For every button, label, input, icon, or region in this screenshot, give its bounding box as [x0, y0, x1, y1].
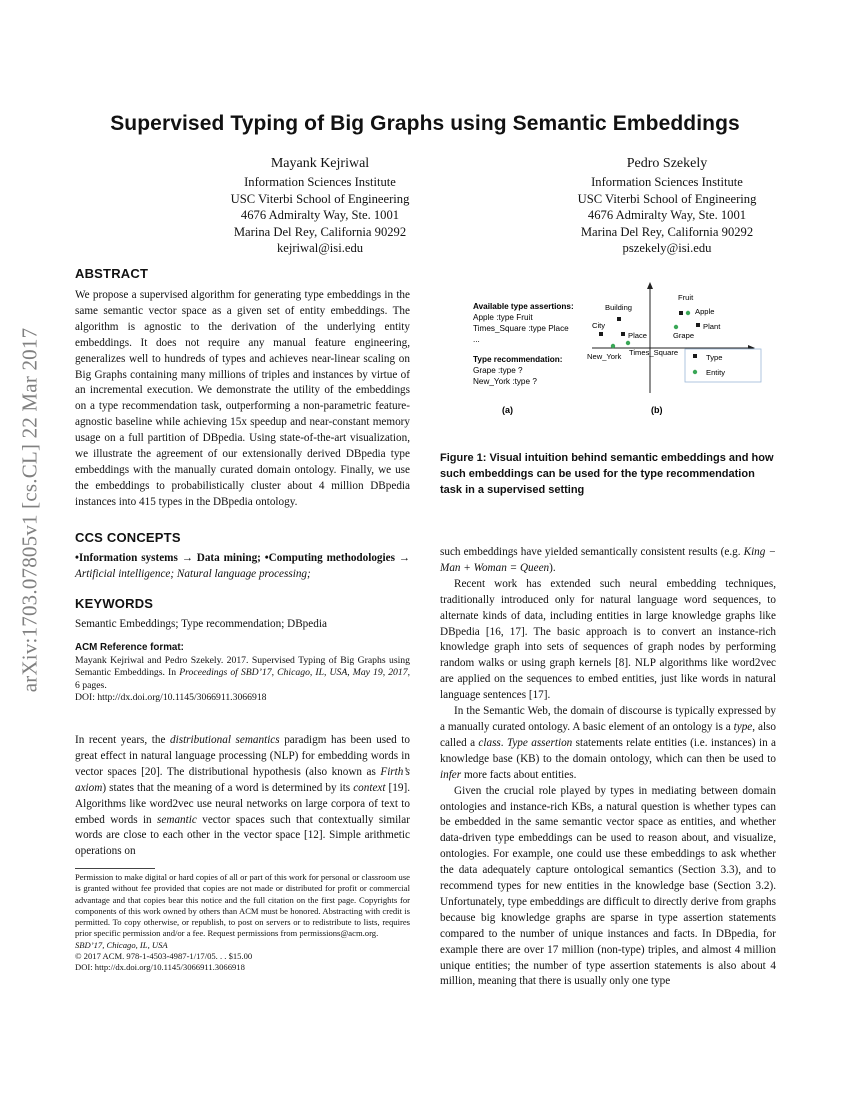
paper-title: Supervised Typing of Big Graphs using Semantic Embeddings [110, 112, 740, 135]
body-text: ). [549, 561, 556, 574]
intro-text: paradigm has been used to great effect in natural language processing (NLP) for embedding words in vector spaces [20]. The distributional hypothesis (also known as [75, 734, 410, 778]
acm-reference-text: Mayank Kejriwal and Pedro Szekely. 2017. Supervised Typing of Big Graphs using Semantic Embeddings. In [75, 654, 410, 678]
entity-point-new-york [611, 344, 615, 348]
ccs-body [75, 551, 410, 583]
author-email[interactable]: kejriwal@isi.edu [276, 241, 364, 256]
point-label: Plant [703, 322, 721, 331]
legend-entity-label: Entity [706, 368, 725, 377]
body-text: , also called a [440, 720, 776, 749]
figure-1-caption: Figure 1: Visual intuition behind semantic embeddings and how such embeddings can be used for the type recommendation task in a supervised setting [440, 452, 774, 496]
rec-line: New_York :type ? [473, 377, 537, 386]
acm-reference-venue: Proceedings of SBD’17, Chicago, IL, USA, May 19, 2017, [179, 667, 410, 678]
acm-reference-pages: 6 pages. [75, 679, 107, 691]
body-text: statements relate entities (i.e. instances) in a knowledge base (KB) to the domain ontology, which can then be used to [440, 736, 776, 765]
panel-b-label: (b) [651, 405, 663, 415]
abstract-text: We propose a supervised algorithm for generating type embeddings in the same semantic vector space as a given set of entity embeddings. The algorithm is agnostic to the derivation of the underlying entity embeddings. It does not require any manual feature engineering, generalizes well to hundreds of types and achieves near-linear scaling on Big Graphs containing many millions of triples and instances by virtue of an incremental execution. We demonstrate the utility of the embeddings on a type recommendation task, outperforming a non-parametric feature-agnostic baseline while achieving 15x speedup and near-constant memory usage on a full partition of DBpedia. Using state-of-the-art visualization, we illustrate the agreement of our extensionally derived DBpedia type embeddings with the manually curated domain ontology. Finally, we use the embeddings to probabilistically cluster about 4 million DBpedia instances into 415 types in the DBpedia ontology. [75, 289, 410, 508]
type-point-building [617, 317, 621, 321]
legend-box [685, 349, 761, 382]
intro-text: [19]. Algorithms like word2vec use neural networks on large corpora of text to embed words in [75, 781, 410, 826]
intro-text: ) states that the meaning of a word is determined by its [102, 781, 354, 794]
arxiv-identifier: arXiv:1703.07805v1 [cs.CL] 22 Mar 2017 [17, 327, 42, 693]
footnote-doi[interactable]: DOI: http://dx.doi.org/10.1145/3066911.3066918 [75, 962, 245, 973]
acm-reference-doi[interactable]: DOI: http://dx.doi.org/10.1145/3066911.3066918 [75, 692, 267, 703]
intro-text: In recent years, the [75, 734, 171, 746]
author-name: Mayank Kejriwal [270, 156, 370, 171]
author-address: 4676 Admiralty Way, Ste. 1001 [240, 208, 400, 223]
emphasis: type [733, 720, 753, 733]
author-block-2 [482, 155, 850, 257]
rec-heading: Type recommendation: [473, 355, 563, 364]
ccs-concepts-bold: •Information systems → Data mining; •Computing methodologies → [75, 552, 410, 564]
type-point-plant [696, 323, 700, 327]
body-text: In the Semantic Web, the domain of discourse is typically expressed by a manually curated ontology. A basic element of an ontology is a [440, 705, 776, 733]
author-school: USC Viterbi School of Engineering [230, 191, 410, 206]
y-axis-arrow-icon [647, 282, 653, 289]
ccs-concepts-italic: Artificial intelligence; Natural language processing; [75, 567, 311, 580]
assert-line: ... [473, 335, 480, 344]
type-point-fruit [679, 311, 683, 315]
keywords-body [75, 617, 410, 633]
arxiv-sidebar [0, 290, 60, 730]
body-text: such embeddings have yielded semantically consistent results (e.g. [440, 546, 744, 558]
point-label: Apple [695, 307, 715, 316]
point-label: New_York [587, 352, 622, 361]
legend-entity-marker [693, 370, 697, 374]
body-text: more facts about entities. [461, 768, 577, 781]
emphasis: Type assertion [506, 736, 573, 749]
footnote-rule [75, 868, 155, 869]
legend-type-label: Type [706, 353, 723, 362]
entity-point-grape [674, 325, 678, 329]
author-affiliation: Information Sciences Institute [244, 175, 396, 189]
intro-right [440, 545, 776, 990]
acm-reference-heading: ACM Reference format: [75, 642, 184, 653]
abstract-heading: ABSTRACT [75, 266, 149, 281]
point-label: Grape [673, 331, 695, 340]
panel-a-label: (a) [502, 405, 513, 415]
figure-1 [440, 280, 775, 430]
author-city: Marina Del Rey, California 90292 [580, 224, 754, 239]
author-affiliation: Information Sciences Institute [591, 175, 743, 189]
keywords-text: Semantic Embeddings; Type recommendation; DBpedia [75, 618, 327, 630]
author-name: Pedro Szekely [626, 156, 708, 171]
intro-left [75, 733, 410, 860]
paragraph [440, 704, 776, 784]
intro-emphasis: Firth’s axiom [75, 765, 410, 794]
assert-line: Times_Square :type Place [473, 324, 569, 333]
footnote-copyright: © 2017 ACM. 978-1-4503-4987-1/17/05. . . $15.00 [75, 951, 253, 962]
intro-text: vector spaces such that contextually similar words are close to each other in the vector space [12]. Simple arithmetic operations on [75, 813, 410, 858]
entity-point-times-square [626, 341, 630, 345]
intro-emphasis: context [353, 781, 386, 794]
type-point-city [599, 332, 603, 336]
author-email[interactable]: pszekely@isi.edu [622, 241, 712, 256]
point-label: Fruit [678, 293, 694, 302]
footnote [75, 872, 410, 974]
body-text: . [500, 736, 507, 749]
author-school: USC Viterbi School of Engineering [577, 191, 757, 206]
assert-heading: Available type assertions: [473, 302, 574, 311]
entity-point-apple [686, 311, 690, 315]
assert-line: Apple :type Fruit [473, 313, 533, 322]
abstract-body [75, 288, 410, 511]
paragraph: Given the crucial role played by types in mediating between domain ontologies and instance-rich KBs, a natural question is whether types can be embedded in the same semantic vector space as entities, and whether data-driven type embeddings can be used to reason about, and visualize, ontologies. For example, one could use these embeddings to ask whether the data adequately capture ontological semantics (Section 3.3), and to recommend types for new entities in the knowledge base (Section 3.2). Unfortunately, type embeddings are difficult to directly derive from graphs because big knowledge graphs are sparse in type assertion statements compared to the number of unique instances and facts. In DBpedia, for example there are over 17 million (non-type) triples, and almost 4 million unique entities; the number of type assertion statements is also about 4 million, meaning that there is usually only one type [440, 784, 776, 988]
legend-type-marker [693, 354, 697, 358]
figure-1-diagram [440, 280, 775, 430]
point-label: Times_Square [629, 348, 679, 357]
keywords-heading: KEYWORDS [75, 596, 154, 611]
footnote-venue: SBD’17, Chicago, IL, USA [75, 939, 168, 950]
point-label: Place [628, 331, 647, 340]
author-city: Marina Del Rey, California 90292 [233, 224, 407, 239]
type-point-place [621, 332, 625, 336]
author-block-1 [135, 155, 505, 257]
equation-emphasis: King − Man + Woman = Queen [440, 546, 776, 574]
rec-line: Grape :type ? [473, 366, 523, 375]
acm-reference [75, 642, 410, 705]
ccs-heading: CCS CONCEPTS [75, 530, 181, 545]
point-label: Building [605, 303, 633, 312]
author-address: 4676 Admiralty Way, Ste. 1001 [587, 208, 747, 223]
emphasis: class [478, 736, 501, 749]
permission-notice: Permission to make digital or hard copies of all or part of this work for personal or classroom use is granted without fee provided that copies are not made or distributed for profit or commercial advantage and that copies bear this notice and the full citation on the first page. Copyrights for components of this work owned by others than ACM must be honored. Abstracting with credit is permitted. To copy otherwise, or republish, to post on servers or to redistribute to lists, requires prior specific permission and/or a fee. Request permissions from permissions@acm.org. [75, 872, 410, 939]
emphasis: infer [440, 768, 462, 781]
intro-emphasis: distributional semantics [170, 734, 280, 746]
paragraph: Recent work has extended such neural embedding techniques, traditionally introduced only for natural language word sequences, to alternate kinds of data, including entities in large knowledge graphs like DBpedia [16, 17]. The basic approach is to convert an instance-rich knowledge graph into sets of sequences of graph nodes by performing random walks or using graph kernels [8]. NLP algorithms like word2vec are applied on the sequences to embed entities, just like words in natural language sentences [17]. [440, 577, 776, 702]
point-label: City [592, 321, 606, 330]
intro-emphasis: semantic [157, 813, 197, 826]
